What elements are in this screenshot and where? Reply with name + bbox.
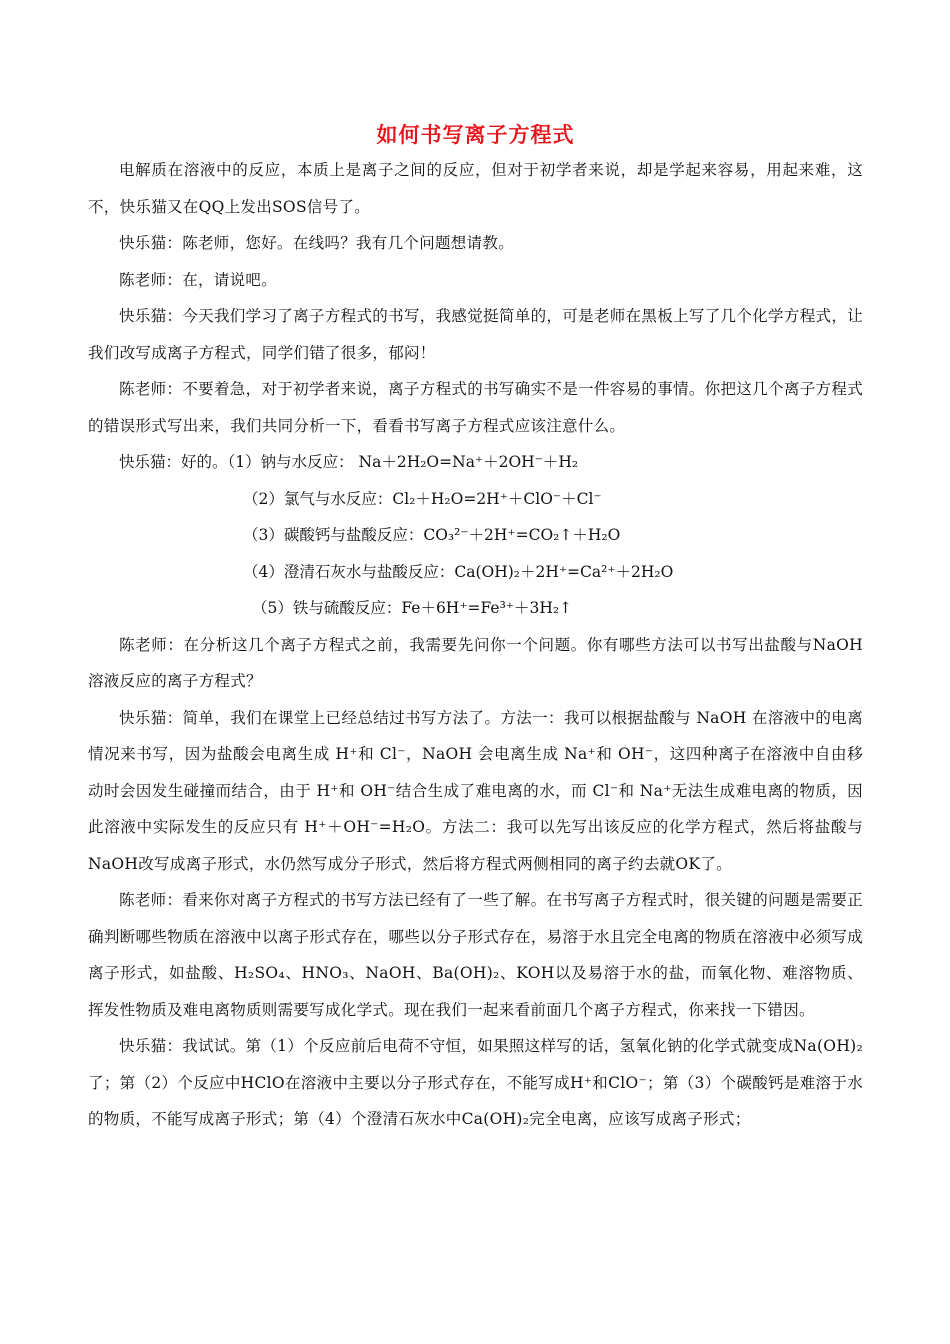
paragraph-dialogue: 陈老师：在，请说吧。 (119, 270, 278, 289)
paragraph-dialogue: 快乐猫：简单，我们在课堂上已经总结过书写方法了。方法一：我可以根据盐酸与 NaOH 在溶液中的电离情况来书写，因为盐酸会电离生成 H⁺和 Cl⁻，NaOH 会电离生成 Na⁺和 OH⁻，这四种离子在溶液中自由移动时会因发生碰撞而结合，由于 H⁺和 OH⁻结合生成了难电离的水，而 Cl⁻和 Na⁺无法生成难电离的物质，因此溶液中实际发生的反应只有 H⁺＋OH⁻=H₂O。方法二：我可以先写出该反应的化学方程式，然后将盐酸与NaOH改写成离子形式，水仍然写成分子形式，然后将方程式两侧相同的离子约去就OK了。 (88, 708, 863, 873)
paragraph-dialogue: 快乐猫：我试试。第（1）个反应前后电荷不守恒，如果照这样写的话，氢氧化钠的化学式就变成Na(OH)₂了；第（2）个反应中HClO在溶液中主要以分子形式存在，不能写成H⁺和ClO⁻；第（3）个碳酸钙是难溶于水的物质，不能写成离子形式；第（4）个澄清石灰水中Ca(OH)₂完全电离，应该写成离子形式； (88, 1037, 863, 1128)
paragraph-dialogue: 快乐猫：陈老师，您好。在线吗？我有几个问题想请教。 (119, 234, 515, 252)
equation-line: 快乐猫：好的。（1）钠与水反应： Na＋2H₂O=Na⁺＋2OH⁻＋H₂ (119, 453, 579, 471)
equation-line: （5）铁与硫酸反应：Fe＋6H⁺=Fe³⁺＋3H₂↑ (252, 599, 573, 617)
document-title: 如何书写离子方程式 (376, 122, 575, 147)
paragraph-dialogue: 快乐猫：今天我们学习了离子方程式的书写，我感觉挺简单的，可是老师在黑板上写了几个化学方程式，让我们改写成离子方程式，同学们错了很多，郁闷！ (88, 307, 863, 362)
paragraph-intro: 电解质在溶液中的反应，本质上是离子之间的反应，但对于初学者来说，却是学起来容易，用起来难，这不，快乐猫又在QQ上发出SOS信号了。 (88, 161, 863, 216)
equation-line: （3）碳酸钙与盐酸反应：CO₃²⁻＋2H⁺=CO₂↑＋H₂O (243, 526, 621, 544)
document-page (88, 118, 863, 1138)
paragraph-dialogue: 陈老师：不要着急，对于初学者来说，离子方程式的书写确实不是一件容易的事情。你把这几个离子方程式的错误形式写出来，我们共同分析一下，看看书写离子方程式应该注意什么。 (88, 380, 863, 435)
paragraph-dialogue: 陈老师：在分析这几个离子方程式之前，我需要先问你一个问题。你有哪些方法可以书写出盐酸与NaOH溶液反应的离子方程式？ (88, 635, 863, 690)
paragraph-dialogue: 陈老师：看来你对离子方程式的书写方法已经有了一些了解。在书写离子方程式时，很关键的问题是需要正确判断哪些物质在溶液中以离子形式存在，哪些以分子形式存在，易溶于水且完全电离的物质在溶液中必须写成离子形式，如盐酸、H₂SO₄、HNO₃、NaOH、Ba(OH)₂、KOH以及易溶于水的盐，而氧化物、难溶物质、挥发性物质及难电离物质则需要写成化学式。现在我们一起来看前面几个离子方程式，你来找一下错因。 (88, 891, 863, 1019)
equation-line: （4）澄清石灰水与盐酸反应：Ca(OH)₂＋2H⁺=Ca²⁺＋2H₂O (243, 562, 674, 581)
equation-line: （2）氯气与水反应：Cl₂＋H₂O=2H⁺＋ClO⁻＋Cl⁻ (243, 489, 602, 508)
